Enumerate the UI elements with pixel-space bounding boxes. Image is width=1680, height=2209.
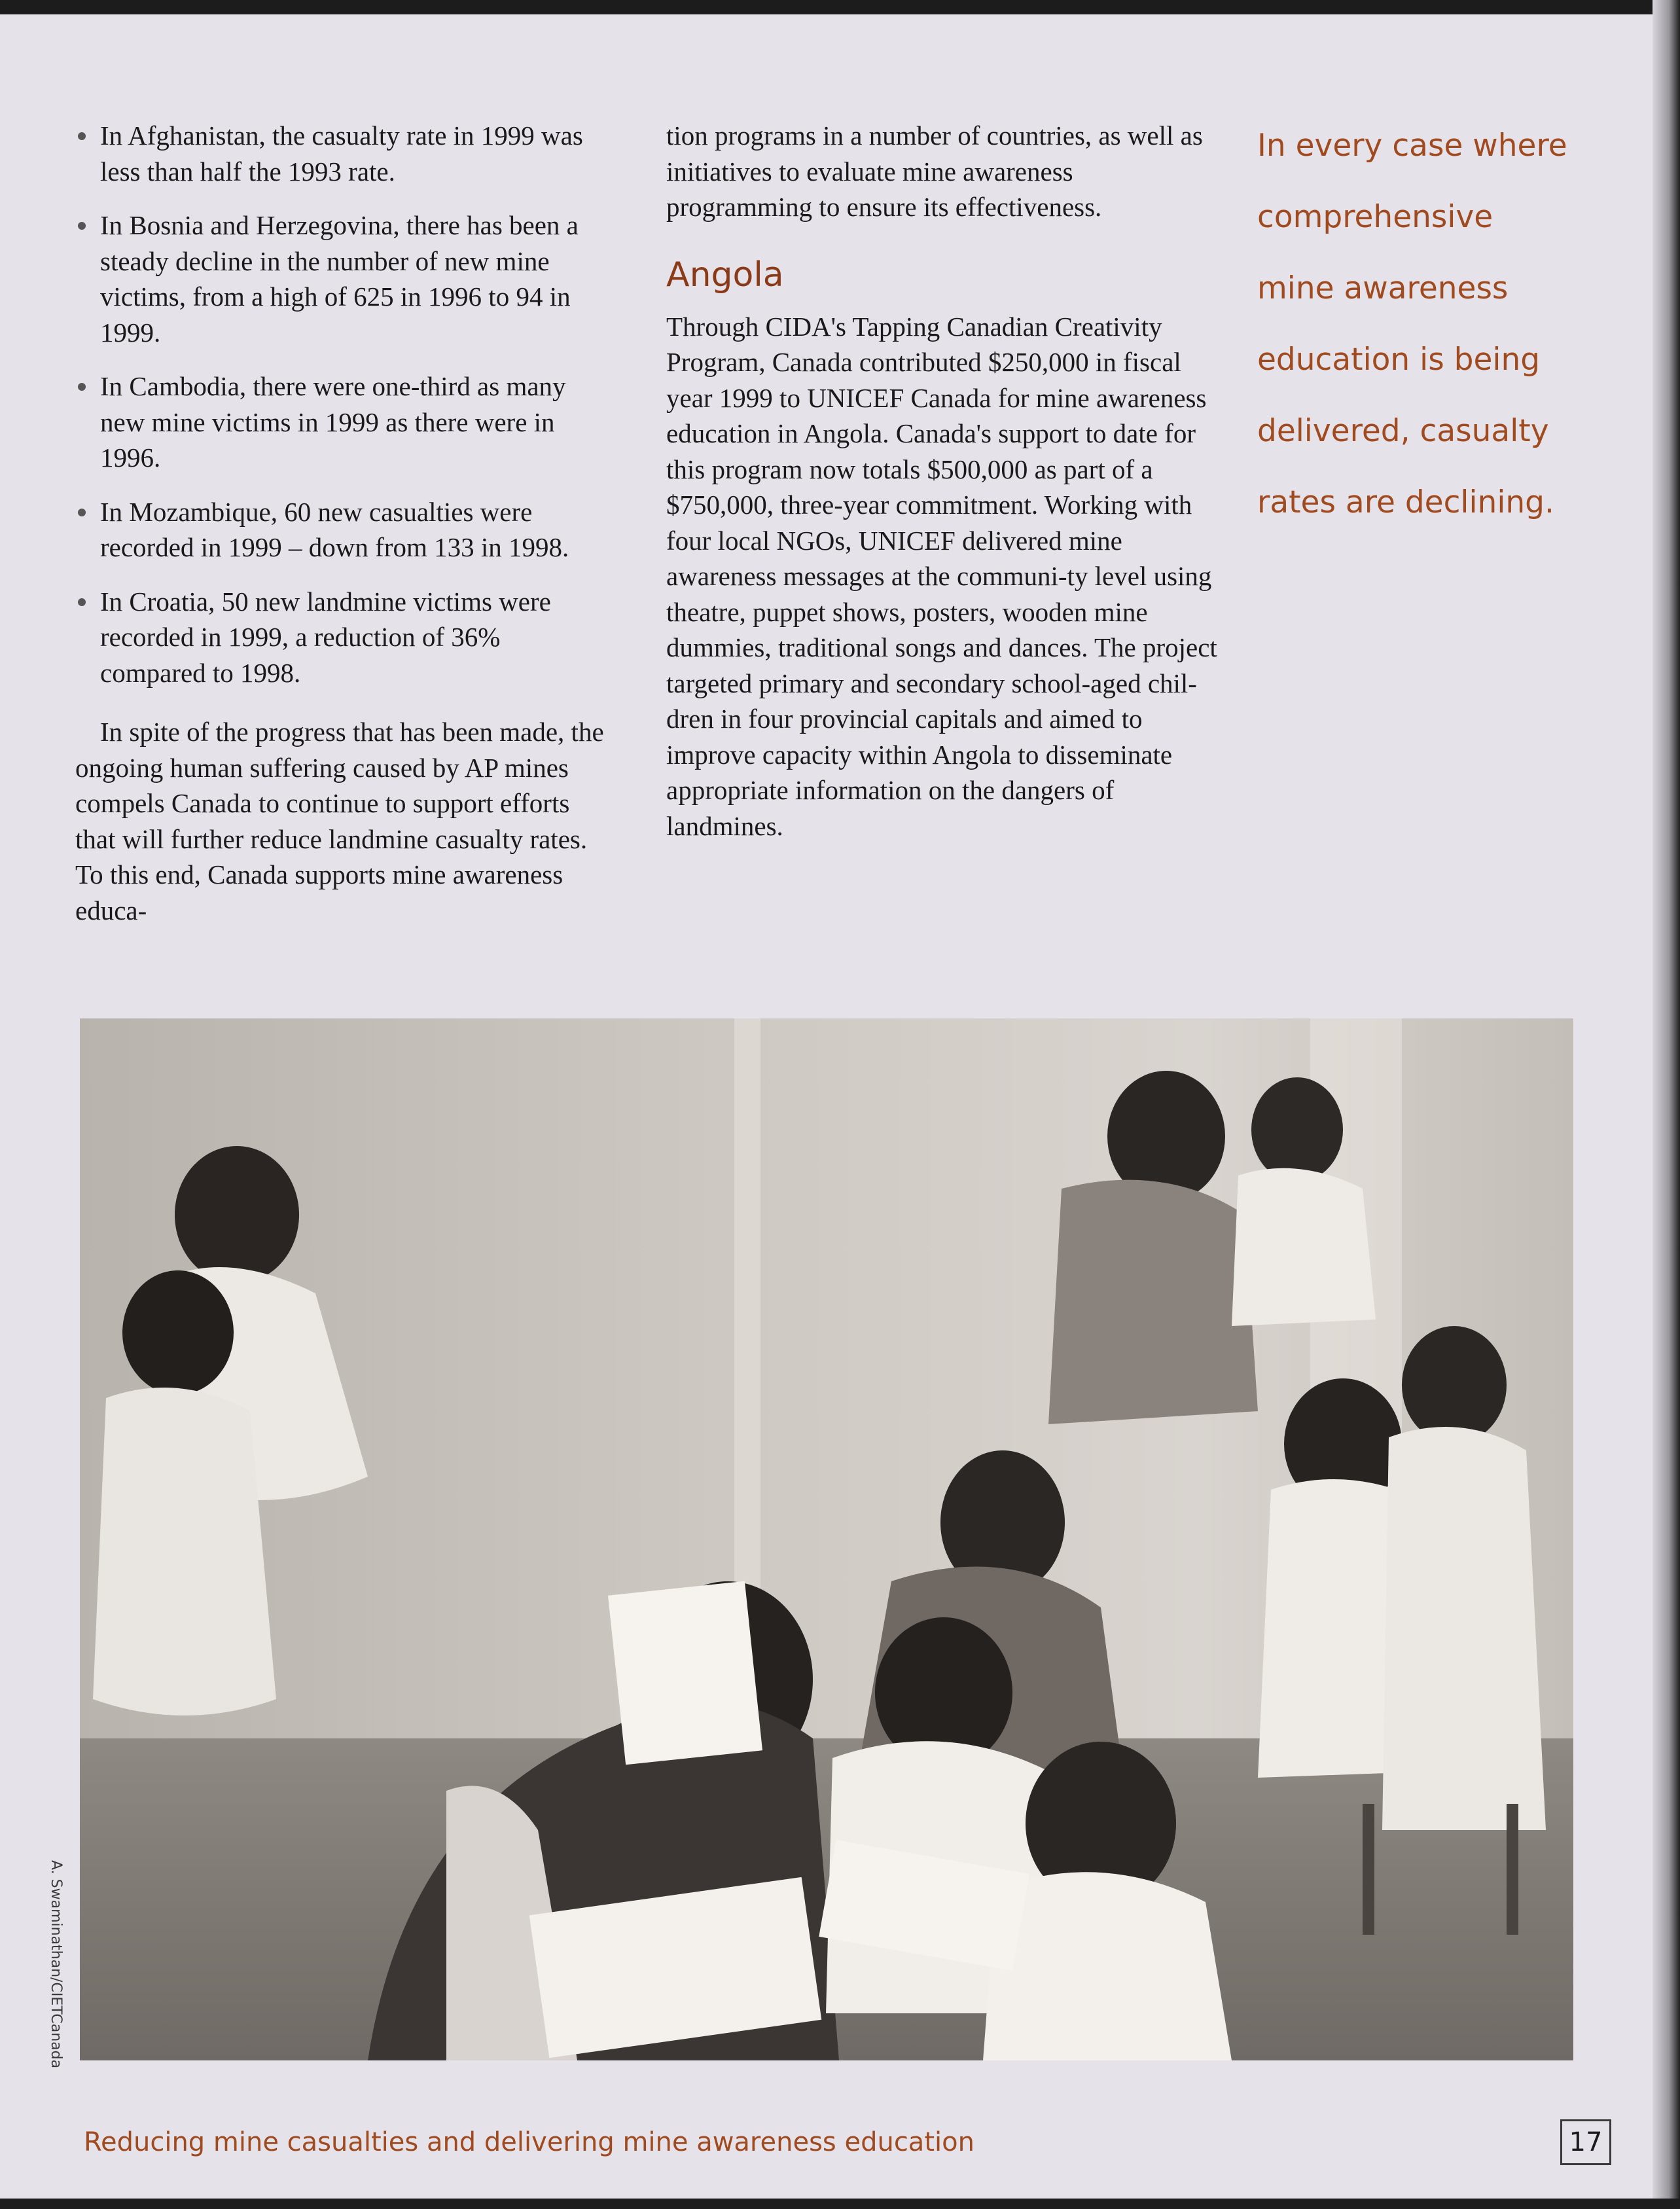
photo-credit-text: A. Swaminathan/CIETCanada <box>48 1860 64 2069</box>
scan-edge-bottom <box>0 2199 1680 2209</box>
scan-edge-top <box>0 0 1680 14</box>
bullet-text: In Mozambique, 60 new casualties were recorded in 1999 – down from 133 in 1998. <box>100 496 569 562</box>
bullet-item-bosnia <box>75 207 612 350</box>
pull-quote-line: delivered, casualty <box>1257 413 1549 449</box>
bullet-item-mozambique <box>75 494 612 566</box>
scan-edge-right <box>1653 0 1680 2209</box>
text-column-middle <box>666 118 1223 844</box>
body-paragraph-angola: Through CIDA's Tapping Canadian Creativity Program, Canada contributed $250,000 in fiscal year 1999 to UNICEF Canada for mine awareness education in Angola. Canada's support to date for this program now totals $500,000 as part of a $750,000, three-year commitment. Working with four local NGOs, UNICEF delivered mine awareness messages at the communi-ty level using theatre, puppet shows, posters, wooden mine dummies, traditional songs and dances. The project targeted primary and secondary school-aged chil-dren in four provincial capitals and aimed to improve capacity within Angola to disseminate appropriate information on the dangers of landmines. <box>666 311 1217 841</box>
pull-quote-line: rates are declining. <box>1257 484 1554 520</box>
section-heading-angola: Angola <box>666 255 784 295</box>
bullet-text: In Bosnia and Herzegovina, there has been a steady decline in the number of new mine victims, from a high of 625 in 1996 to 94 in 1999. <box>100 210 579 348</box>
page-number: 17 <box>1560 2119 1611 2165</box>
bullet-icon <box>78 132 86 140</box>
bullet-icon <box>78 383 86 391</box>
statistics-bullet-list <box>75 118 612 691</box>
bullet-item-croatia <box>75 584 612 691</box>
body-paragraph-continuation: tion programs in a number of countries, as well as initiatives to evaluate mine awareness programming to ensure its effectiveness. <box>666 120 1203 222</box>
pull-quote-line: mine awareness <box>1257 270 1509 306</box>
bullet-icon <box>78 222 86 230</box>
pull-quote <box>1257 110 1571 538</box>
bullet-text: In Afghanistan, the casualty rate in 1999 was less than half the 1993 rate. <box>100 120 583 187</box>
classroom-photo <box>80 1018 1573 2060</box>
running-footer: Reducing mine casualties and delivering mine awareness education <box>84 2127 974 2157</box>
bullet-text: In Cambodia, there were one-third as many new mine victims in 1999 as there were in 1996. <box>100 371 566 473</box>
bullet-item-afghanistan <box>75 118 612 189</box>
bullet-text: In Croatia, 50 new landmine victims were recorded in 1999, a reduction of 36% compared to 1998. <box>100 586 551 688</box>
bullet-item-cambodia <box>75 368 612 476</box>
body-paragraph-progress: In spite of the progress that has been made, the ongoing human suffering caused by AP mines compels Canada to continue to support efforts that will further reduce landmine casualty rates. To this end, Canada supports mine awareness educa- <box>75 717 604 925</box>
bullet-icon <box>78 598 86 606</box>
pull-quote-line: In every case where <box>1257 128 1567 164</box>
pull-quote-line: education is being <box>1257 342 1541 378</box>
bullet-icon <box>78 509 86 516</box>
pull-quote-line: comprehensive <box>1257 199 1493 235</box>
classroom-photo-illustration <box>80 1018 1573 2060</box>
text-column-left <box>75 118 612 928</box>
